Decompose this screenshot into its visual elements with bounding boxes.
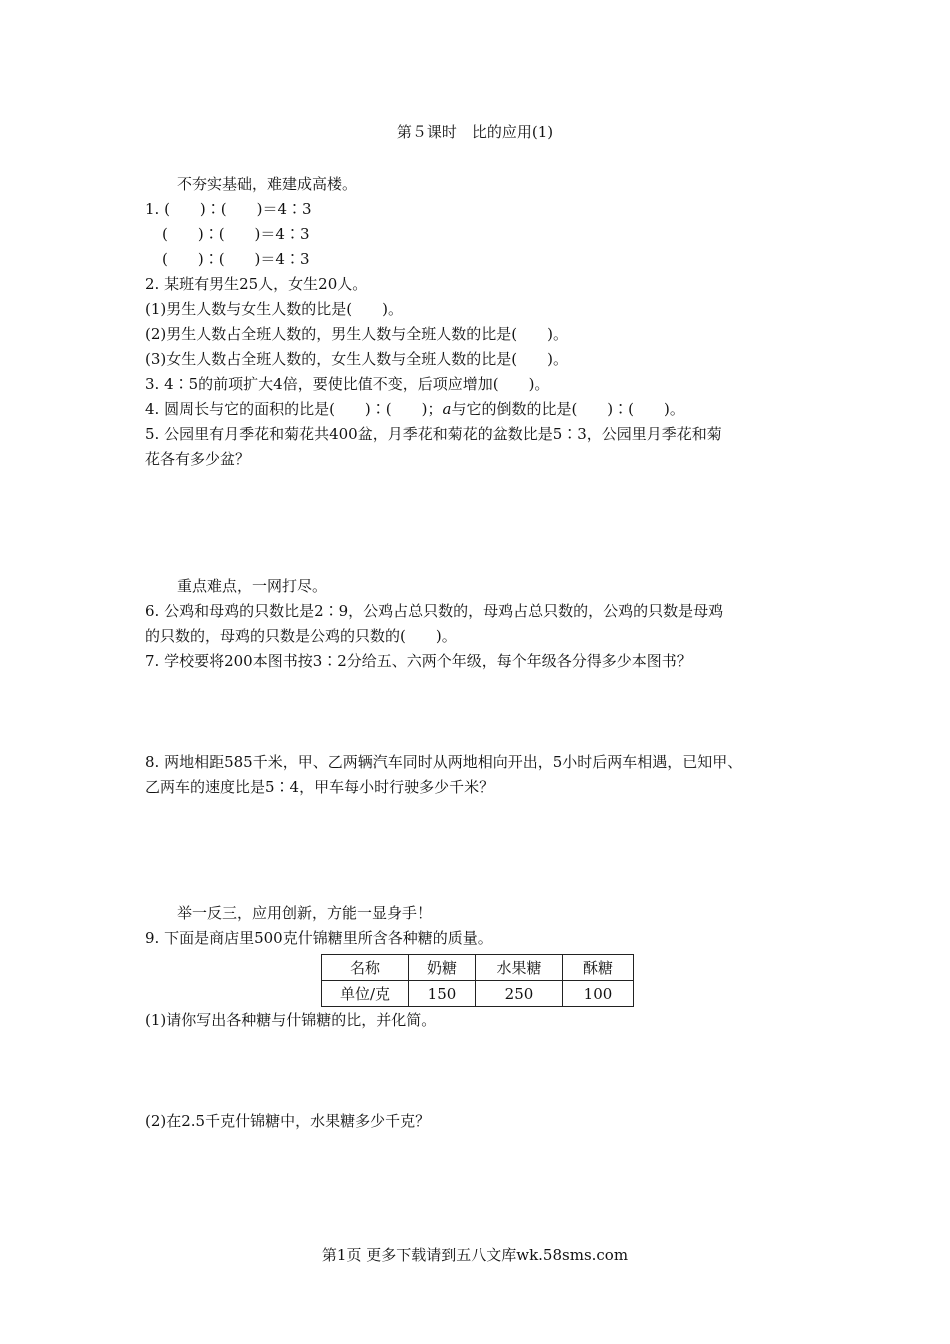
table-cell: 100: [563, 981, 634, 1007]
q2-part1: (1)男生人数与女生人数的比是( )。: [145, 300, 403, 318]
q2-stem: 2. 某班有男生25人，女生20人。: [145, 275, 368, 293]
q5-line2: 花各有多少盆？: [145, 450, 251, 468]
q2-part3: (3)女生人数占全班人数的，女生人数与全班人数的比是( )。: [145, 350, 568, 368]
q9-stem: 9. 下面是商店里500克什锦糖里所含各种糖的质量。: [145, 929, 493, 947]
table-header-cell: 酥糖: [563, 955, 634, 981]
q3-text: 3. 4∶5的前项扩大4倍，要使比值不变，后项应增加( )。: [145, 375, 550, 393]
q9-part2: (2)在2.5千克什锦糖中，水果糖多少千克？: [145, 1112, 431, 1130]
q4-variable: a: [442, 400, 452, 418]
table-header-cell: 奶糖: [409, 955, 476, 981]
page-title: 第５课时 比的应用(1): [396, 123, 554, 141]
page-footer: 第1页 更多下载请到五八文库wk.58sms.com: [321, 1246, 629, 1264]
q6-line1: 6. 公鸡和母鸡的只数比是2∶9，公鸡占总只数的，母鸡占总只数的，公鸡的只数是母鸡: [145, 602, 724, 620]
q4-text: [145, 399, 685, 419]
q5-line1: 5. 公园里有月季花和菊花共400盆，月季花和菊花的盆数比是5∶3，公园里月季花和菊: [145, 425, 722, 443]
table-header-row: [322, 955, 634, 981]
section-extend-heading: 举一反三，应用创新，方能一显身手！: [177, 904, 433, 922]
table-header-cell: 水果糖: [476, 955, 563, 981]
q6-line2: 的只数的，母鸡的只数是公鸡的只数的( )。: [145, 627, 457, 645]
q1-line2: ( )∶( )＝4∶3: [162, 225, 310, 243]
q1-line1: 1. ( )∶( )＝4∶3: [145, 200, 312, 218]
table-cell: 单位/克: [322, 981, 409, 1007]
q4-part2: 与它的倒数的比是( )∶( )。: [451, 400, 685, 418]
section-basic-heading: 不夯实基础，难建成高楼。: [177, 175, 358, 193]
section-key-heading: 重点难点，一网打尽。: [177, 577, 328, 595]
q7-text: 7. 学校要将200本图书按3∶2分给五、六两个年级，每个年级各分得多少本图书？: [145, 652, 692, 670]
table-cell: 150: [409, 981, 476, 1007]
q4-part1: 4. 圆周长与它的面积的比是( )∶( )；: [145, 400, 443, 418]
q8-line1: 8. 两地相距585千米，甲、乙两辆汽车同时从两地相向开出，5小时后两车相遇，已知甲、: [145, 753, 743, 771]
candy-table: [321, 954, 634, 1007]
q1-line3: ( )∶( )＝4∶3: [162, 250, 310, 268]
q9-part1: (1)请你写出各种糖与什锦糖的比，并化简。: [145, 1011, 437, 1029]
table-cell: 250: [476, 981, 563, 1007]
q2-part2: (2)男生人数占全班人数的，男生人数与全班人数的比是( )。: [145, 325, 568, 343]
table-header-cell: 名称: [322, 955, 409, 981]
table-row: [322, 981, 634, 1007]
q8-line2: 乙两车的速度比是5∶4，甲车每小时行驶多少千米？: [145, 778, 495, 796]
